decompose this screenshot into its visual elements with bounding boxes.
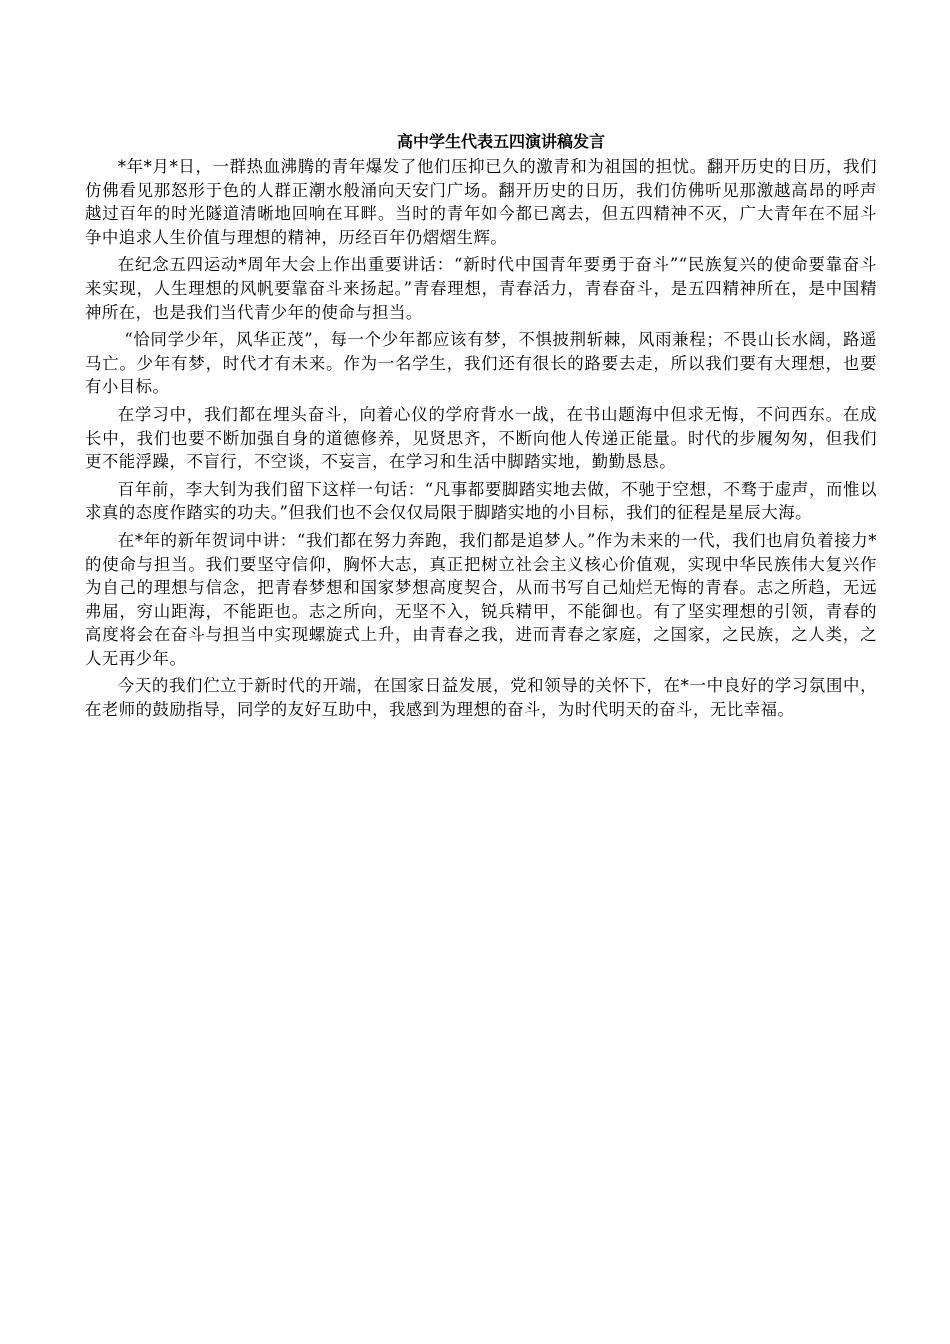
paragraph-2: 在纪念五四运动*周年大会上作出重要讲话：“新时代中国青年要勇于奋斗”“民族复兴的使命要靠奋斗来实现，人生理想的风帆要靠奋斗来扬起。”青春理想，青春活力，青春奋斗，是五四精神所在，是中国精神所在，也是我们当代青少年的使命与担当。 [85,255,877,322]
paragraph-7: 今天的我们伫立于新时代的开端，在国家日益发展，党和领导的关怀下，在*一中良好的学习氛围中，在老师的鼓励指导，同学的友好互助中，我感到为理想的奋斗，为时代明天的奋斗，无比幸福。 [85,676,877,720]
paragraph-3: “恰同学少年，风华正茂”，每一个少年都应该有梦，不惧披荆斩棘，风雨兼程；不畏山长水阔，路遥马亡。少年有梦，时代才有未来。作为一名学生，我们还有很长的路要去走，所以我们要有大理想，也要有小目标。 [85,330,877,397]
paragraph-5: 百年前，李大钊为我们留下这样一句话：“凡事都要脚踏实地去做，不驰于空想，不骛于虚声，而惟以求真的态度作踏实的功夫。”但我们也不会仅仅局限于脚踏实地的小目标，我们的征程是星辰大海。 [85,479,877,523]
document-title: 高中学生代表五四演讲稿发言 [396,132,605,151]
paragraph-4: 在学习中，我们都在埋头奋斗，向着心仪的学府背水一战，在书山题海中但求无悔，不问西东。在成长中，我们也要不断加强自身的道德修养，见贤思齐，不断向他人传递正能量。时代的步履匆匆，但我们更不能浮躁，不盲行，不空谈，不妄言，在学习和生活中脚踏实地，勤勤恳恳。 [85,404,877,472]
document-body [85,131,877,726]
paragraph-1: *年*月*日，一群热血沸腾的青年爆发了他们压抑已久的激青和为祖国的担忧。翻开历史的日历，我们仿佛看见那怒形于色的人群正潮水般涌向天安门广场。翻开历史的日历，我们仿佛听见那激越高昂的呼声越过百年的时光隧道清晰地回响在耳畔。当时的青年如今都已离去，但五四精神不灭，广大青年在不屈斗争中追求人生价值与理想的精神，历经百年仍熠熠生辉。 [85,157,877,247]
paragraph-6: 在*年的新年贺词中讲：“我们都在努力奔跑，我们都是追梦人。”作为未来的一代，我们也肩负着接力*的使命与担当。我们要坚守信仰，胸怀大志，真正把树立社会主义核心价值观，实现中华民族伟大复兴作为自己的理想与信念，把青春梦想和国家梦想高度契合，从而书写自己灿烂无悔的青春。志之所趋，无远弗届，穷山距海，不能距也。志之所向，无坚不入，锐兵精甲，不能御也。有了坚实理想的引领，青春的高度将会在奋斗与担当中实现螺旋式上升，由青春之我，进而青春之家庭，之国家，之民族，之人类，之人无再少年。 [85,530,877,668]
